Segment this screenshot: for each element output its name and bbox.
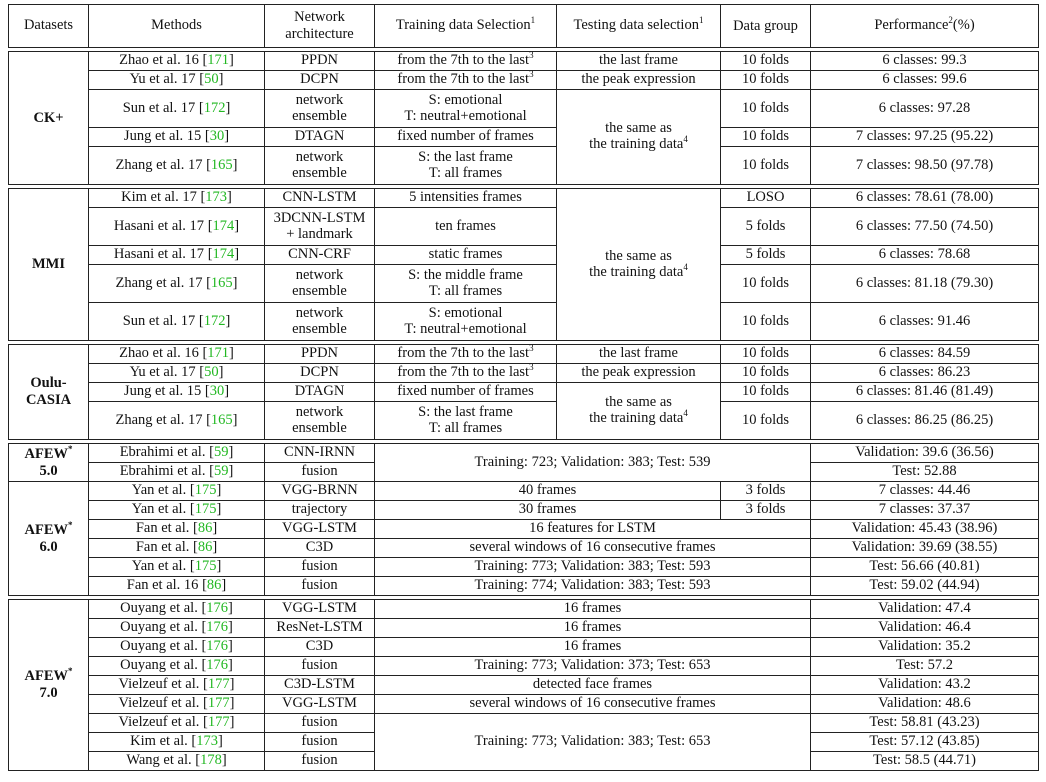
table-row [9, 189, 1039, 208]
method-cell: Sun et al. 17 [172] [89, 90, 265, 128]
citation-link[interactable]: 177 [207, 714, 230, 731]
testing-cell: the same as the training data$^4$ [557, 90, 721, 185]
header-network: Network architecture [265, 5, 375, 48]
network-cell: fusion [265, 657, 375, 676]
method-cell: Wang et al. [178] [89, 752, 265, 771]
network-cell: C3D-LSTM [265, 676, 375, 695]
table-row [9, 520, 1039, 539]
citation-link[interactable]: 86 [197, 539, 213, 556]
header-data-group: Data group [721, 5, 811, 48]
group-cell: 10 folds [721, 147, 811, 185]
table-row [9, 90, 1039, 128]
network-cell: PPDN [265, 52, 375, 71]
network-cell: VGG-LSTM [265, 520, 375, 539]
results-table [8, 4, 1039, 771]
network-cell: fusion [265, 733, 375, 752]
performance-cell: 6 classes: 91.46 [811, 303, 1039, 341]
training-cell: 30 frames [375, 501, 721, 520]
network-cell: CNN-IRNN [265, 444, 375, 463]
network-cell: fusion [265, 577, 375, 596]
network-cell: network ensemble [265, 265, 375, 303]
table-row [9, 619, 1039, 638]
performance-cell: 6 classes: 86.25 (86.25) [811, 402, 1039, 440]
performance-cell: 7 classes: 98.50 (97.78) [811, 147, 1039, 185]
performance-cell: 6 classes: 99.6 [811, 71, 1039, 90]
method-cell: Fan et al. 16 [86] [89, 577, 265, 596]
method-cell: Yan et al. [175] [89, 482, 265, 501]
table-row [9, 52, 1039, 71]
table-row [9, 246, 1039, 265]
performance-cell: 6 classes: 78.61 (78.00) [811, 189, 1039, 208]
table-row [9, 402, 1039, 440]
table-row [9, 482, 1039, 501]
group-cell: 3 folds [721, 482, 811, 501]
method-cell: Yan et al. [175] [89, 558, 265, 577]
citation-link[interactable]: 86 [197, 520, 213, 537]
header-testing: Testing data selection$^1$ [557, 5, 721, 48]
table-row [9, 676, 1039, 695]
training-cell: S: the last frame T: all frames [375, 147, 557, 185]
method-cell: Fan et al. [86] [89, 520, 265, 539]
network-cell: fusion [265, 752, 375, 771]
training-cell: S: emotional T: neutral+emotional [375, 303, 557, 341]
table-row [9, 501, 1039, 520]
training-cell: from the 7th to the last$^3$ [375, 364, 557, 383]
table-row [9, 147, 1039, 185]
citation-link[interactable]: 178 [200, 752, 222, 769]
citation-link[interactable]: 59 [213, 444, 229, 461]
citation-link[interactable]: 50 [204, 71, 219, 88]
performance-cell: Test: 52.88 [811, 463, 1039, 482]
table-row [9, 208, 1039, 246]
table-row [9, 303, 1039, 341]
performance-cell: Test: 57.12 (43.85) [811, 733, 1039, 752]
method-cell: Ebrahimi et al. [59] [89, 463, 265, 482]
network-cell: DTAGN [265, 383, 375, 402]
training-cell: static frames [375, 246, 557, 265]
table-row [9, 558, 1039, 577]
citation-link[interactable]: 176 [206, 638, 229, 655]
method-cell: Yu et al. 17 [50] [89, 71, 265, 90]
training-cell: 40 frames [375, 482, 721, 501]
network-cell: CNN-CRF [265, 246, 375, 265]
performance-cell: 6 classes: 81.46 (81.49) [811, 383, 1039, 402]
method-cell: Hasani et al. 17 [174] [89, 246, 265, 265]
group-cell: 10 folds [721, 364, 811, 383]
network-cell: network ensemble [265, 303, 375, 341]
method-cell: Vielzeuf et al. [177] [89, 695, 265, 714]
table-row [9, 600, 1039, 619]
training-cell: 16 frames [375, 600, 811, 619]
method-cell: Fan et al. [86] [89, 539, 265, 558]
header-methods: Methods [89, 5, 265, 48]
citation-link[interactable]: 176 [206, 600, 229, 617]
method-cell: Ouyang et al. [176] [89, 638, 265, 657]
training-cell: Training: 773; Validation: 373; Test: 653 [375, 657, 811, 676]
training-cell: 5 intensities frames [375, 189, 557, 208]
citation-link[interactable]: 175 [194, 558, 217, 575]
group-cell: LOSO [721, 189, 811, 208]
performance-cell: Validation: 35.2 [811, 638, 1039, 657]
table-row [9, 383, 1039, 402]
performance-cell: 6 classes: 86.23 [811, 364, 1039, 383]
method-cell: Kim et al. 17 [173] [89, 189, 265, 208]
training-cell: 16 frames [375, 638, 811, 657]
method-cell: Hasani et al. 17 [174] [89, 208, 265, 246]
network-cell: fusion [265, 463, 375, 482]
dataset-ck: CK+ [9, 52, 89, 185]
training-cell: fixed number of frames [375, 128, 557, 147]
performance-cell: 7 classes: 37.37 [811, 501, 1039, 520]
table-row [9, 577, 1039, 596]
method-cell: Kim et al. [173] [89, 733, 265, 752]
network-cell: network ensemble [265, 147, 375, 185]
performance-cell: Validation: 43.2 [811, 676, 1039, 695]
method-cell: Zhang et al. 17 [165] [89, 402, 265, 440]
method-cell: Ouyang et al. [176] [89, 600, 265, 619]
citation-link[interactable]: 176 [206, 657, 229, 674]
dataset-afew-7: AFEW* 7.0 [9, 600, 89, 771]
method-cell: Ebrahimi et al. [59] [89, 444, 265, 463]
method-cell: Vielzeuf et al. [177] [89, 714, 265, 733]
performance-cell: Test: 58.5 (44.71) [811, 752, 1039, 771]
performance-cell: Test: 58.81 (43.23) [811, 714, 1039, 733]
citation-link[interactable]: 86 [206, 577, 222, 594]
network-cell: DCPN [265, 71, 375, 90]
method-cell: Jung et al. 15 [30] [89, 128, 265, 147]
training-cell: from the 7th to the last$^3$ [375, 345, 557, 364]
network-cell: DCPN [265, 364, 375, 383]
network-cell: VGG-LSTM [265, 600, 375, 619]
training-cell: S: the last frame T: all frames [375, 402, 557, 440]
performance-cell: Test: 57.2 [811, 657, 1039, 676]
method-cell: Ouyang et al. [176] [89, 619, 265, 638]
header-datasets: Datasets [9, 5, 89, 48]
split-cell: Training: 773; Validation: 383; Test: 653 [375, 714, 811, 771]
citation-link[interactable]: 171 [207, 52, 230, 69]
performance-cell: 6 classes: 97.28 [811, 90, 1039, 128]
group-cell: 10 folds [721, 345, 811, 364]
citation-link[interactable]: 172 [203, 99, 226, 116]
performance-cell: 6 classes: 99.3 [811, 52, 1039, 71]
method-cell: Zhang et al. 17 [165] [89, 147, 265, 185]
performance-cell: 6 classes: 77.50 (74.50) [811, 208, 1039, 246]
training-cell: 16 frames [375, 619, 811, 638]
performance-cell: 6 classes: 84.59 [811, 345, 1039, 364]
training-cell: detected face frames [375, 676, 811, 695]
citation-link[interactable]: 175 [194, 501, 217, 518]
table-row [9, 539, 1039, 558]
citation-link[interactable]: 176 [206, 619, 229, 636]
citation-link[interactable]: 174 [212, 217, 235, 234]
network-cell: VGG-LSTM [265, 695, 375, 714]
performance-cell: Validation: 39.69 (38.55) [811, 539, 1039, 558]
network-cell: VGG-BRNN [265, 482, 375, 501]
network-cell: 3DCNN-LSTM + landmark [265, 208, 375, 246]
group-cell: 10 folds [721, 402, 811, 440]
method-cell: Zhang et al. 17 [165] [89, 265, 265, 303]
training-cell: from the 7th to the last$^3$ [375, 52, 557, 71]
performance-cell: Validation: 39.6 (36.56) [811, 444, 1039, 463]
method-cell: Ouyang et al. [176] [89, 657, 265, 676]
network-cell: trajectory [265, 501, 375, 520]
performance-cell: 6 classes: 81.18 (79.30) [811, 265, 1039, 303]
testing-cell: the last frame [557, 52, 721, 71]
group-cell: 10 folds [721, 90, 811, 128]
performance-cell: Test: 56.66 (40.81) [811, 558, 1039, 577]
network-cell: network ensemble [265, 402, 375, 440]
split-cell: Training: 723; Validation: 383; Test: 539 [375, 444, 811, 482]
training-cell: several windows of 16 consecutive frames [375, 539, 811, 558]
performance-cell: Test: 59.02 (44.94) [811, 577, 1039, 596]
method-cell: Zhao et al. 16 [171] [89, 52, 265, 71]
group-cell: 5 folds [721, 246, 811, 265]
group-cell: 10 folds [721, 303, 811, 341]
citation-link[interactable]: 165 [210, 274, 233, 291]
training-cell: ten frames [375, 208, 557, 246]
citation-link[interactable]: 177 [207, 676, 230, 693]
citation-link[interactable]: 30 [209, 128, 225, 145]
training-cell: from the 7th to the last$^3$ [375, 71, 557, 90]
performance-cell: Validation: 45.43 (38.96) [811, 520, 1039, 539]
testing-cell: the peak expression [557, 71, 721, 90]
testing-cell: the same as the training data$^4$ [557, 383, 721, 440]
group-cell: 10 folds [721, 128, 811, 147]
training-cell: Training: 773; Validation: 383; Test: 593 [375, 558, 811, 577]
table-row [9, 71, 1039, 90]
network-cell: fusion [265, 558, 375, 577]
training-cell: Training: 774; Validation: 383; Test: 593 [375, 577, 811, 596]
testing-cell: the last frame [557, 345, 721, 364]
citation-link[interactable]: 174 [212, 246, 235, 263]
citation-link[interactable]: 177 [207, 695, 230, 712]
citation-link[interactable]: 165 [210, 411, 233, 428]
network-cell: C3D [265, 638, 375, 657]
citation-link[interactable]: 172 [203, 312, 226, 329]
citation-link[interactable]: 50 [204, 364, 219, 381]
group-cell: 5 folds [721, 208, 811, 246]
performance-cell: Validation: 47.4 [811, 600, 1039, 619]
table-row [9, 364, 1039, 383]
citation-link[interactable]: 175 [194, 482, 217, 499]
network-cell: C3D [265, 539, 375, 558]
performance-cell: 7 classes: 44.46 [811, 482, 1039, 501]
dataset-afew-5: AFEW* 5.0 [9, 444, 89, 482]
training-cell: several windows of 16 consecutive frames [375, 695, 811, 714]
performance-cell: Validation: 46.4 [811, 619, 1039, 638]
training-cell: S: the middle frame T: all frames [375, 265, 557, 303]
method-cell: Sun et al. 17 [172] [89, 303, 265, 341]
dataset-oulu-casia: Oulu- CASIA [9, 345, 89, 440]
method-cell: Vielzeuf et al. [177] [89, 676, 265, 695]
table-row [9, 714, 1039, 733]
network-cell: fusion [265, 714, 375, 733]
table-row [9, 444, 1039, 463]
network-cell: ResNet-LSTM [265, 619, 375, 638]
performance-cell: 7 classes: 97.25 (95.22) [811, 128, 1039, 147]
table-row [9, 265, 1039, 303]
performance-cell: Validation: 48.6 [811, 695, 1039, 714]
testing-cell: the same as the training data$^4$ [557, 189, 721, 341]
table-row [9, 128, 1039, 147]
group-cell: 10 folds [721, 52, 811, 71]
group-cell: 10 folds [721, 71, 811, 90]
method-cell: Jung et al. 15 [30] [89, 383, 265, 402]
citation-link[interactable]: 165 [210, 156, 233, 173]
table-row [9, 345, 1039, 364]
group-cell: 10 folds [721, 383, 811, 402]
network-cell: network ensemble [265, 90, 375, 128]
network-cell: PPDN [265, 345, 375, 364]
header-row [9, 5, 1039, 48]
header-performance: Performance$^2$(%) [811, 5, 1039, 48]
training-cell: fixed number of frames [375, 383, 557, 402]
performance-cell: 6 classes: 78.68 [811, 246, 1039, 265]
training-cell: S: emotional T: neutral+emotional [375, 90, 557, 128]
citation-link[interactable]: 171 [207, 345, 230, 362]
citation-link[interactable]: 173 [205, 189, 228, 206]
citation-link[interactable]: 59 [213, 463, 229, 480]
testing-cell: the peak expression [557, 364, 721, 383]
method-cell: Yan et al. [175] [89, 501, 265, 520]
header-training: Training data Selection$^1$ [375, 5, 557, 48]
dataset-afew-6: AFEW* 6.0 [9, 482, 89, 596]
table-row [9, 695, 1039, 714]
table-row [9, 638, 1039, 657]
group-cell: 10 folds [721, 265, 811, 303]
network-cell: CNN-LSTM [265, 189, 375, 208]
network-cell: DTAGN [265, 128, 375, 147]
method-cell: Zhao et al. 16 [171] [89, 345, 265, 364]
table-row [9, 657, 1039, 676]
training-cell: 16 features for LSTM [375, 520, 811, 539]
citation-link[interactable]: 173 [196, 733, 218, 750]
dataset-mmi: MMI [9, 189, 89, 341]
citation-link[interactable]: 30 [209, 383, 225, 400]
method-cell: Yu et al. 17 [50] [89, 364, 265, 383]
group-cell: 3 folds [721, 501, 811, 520]
